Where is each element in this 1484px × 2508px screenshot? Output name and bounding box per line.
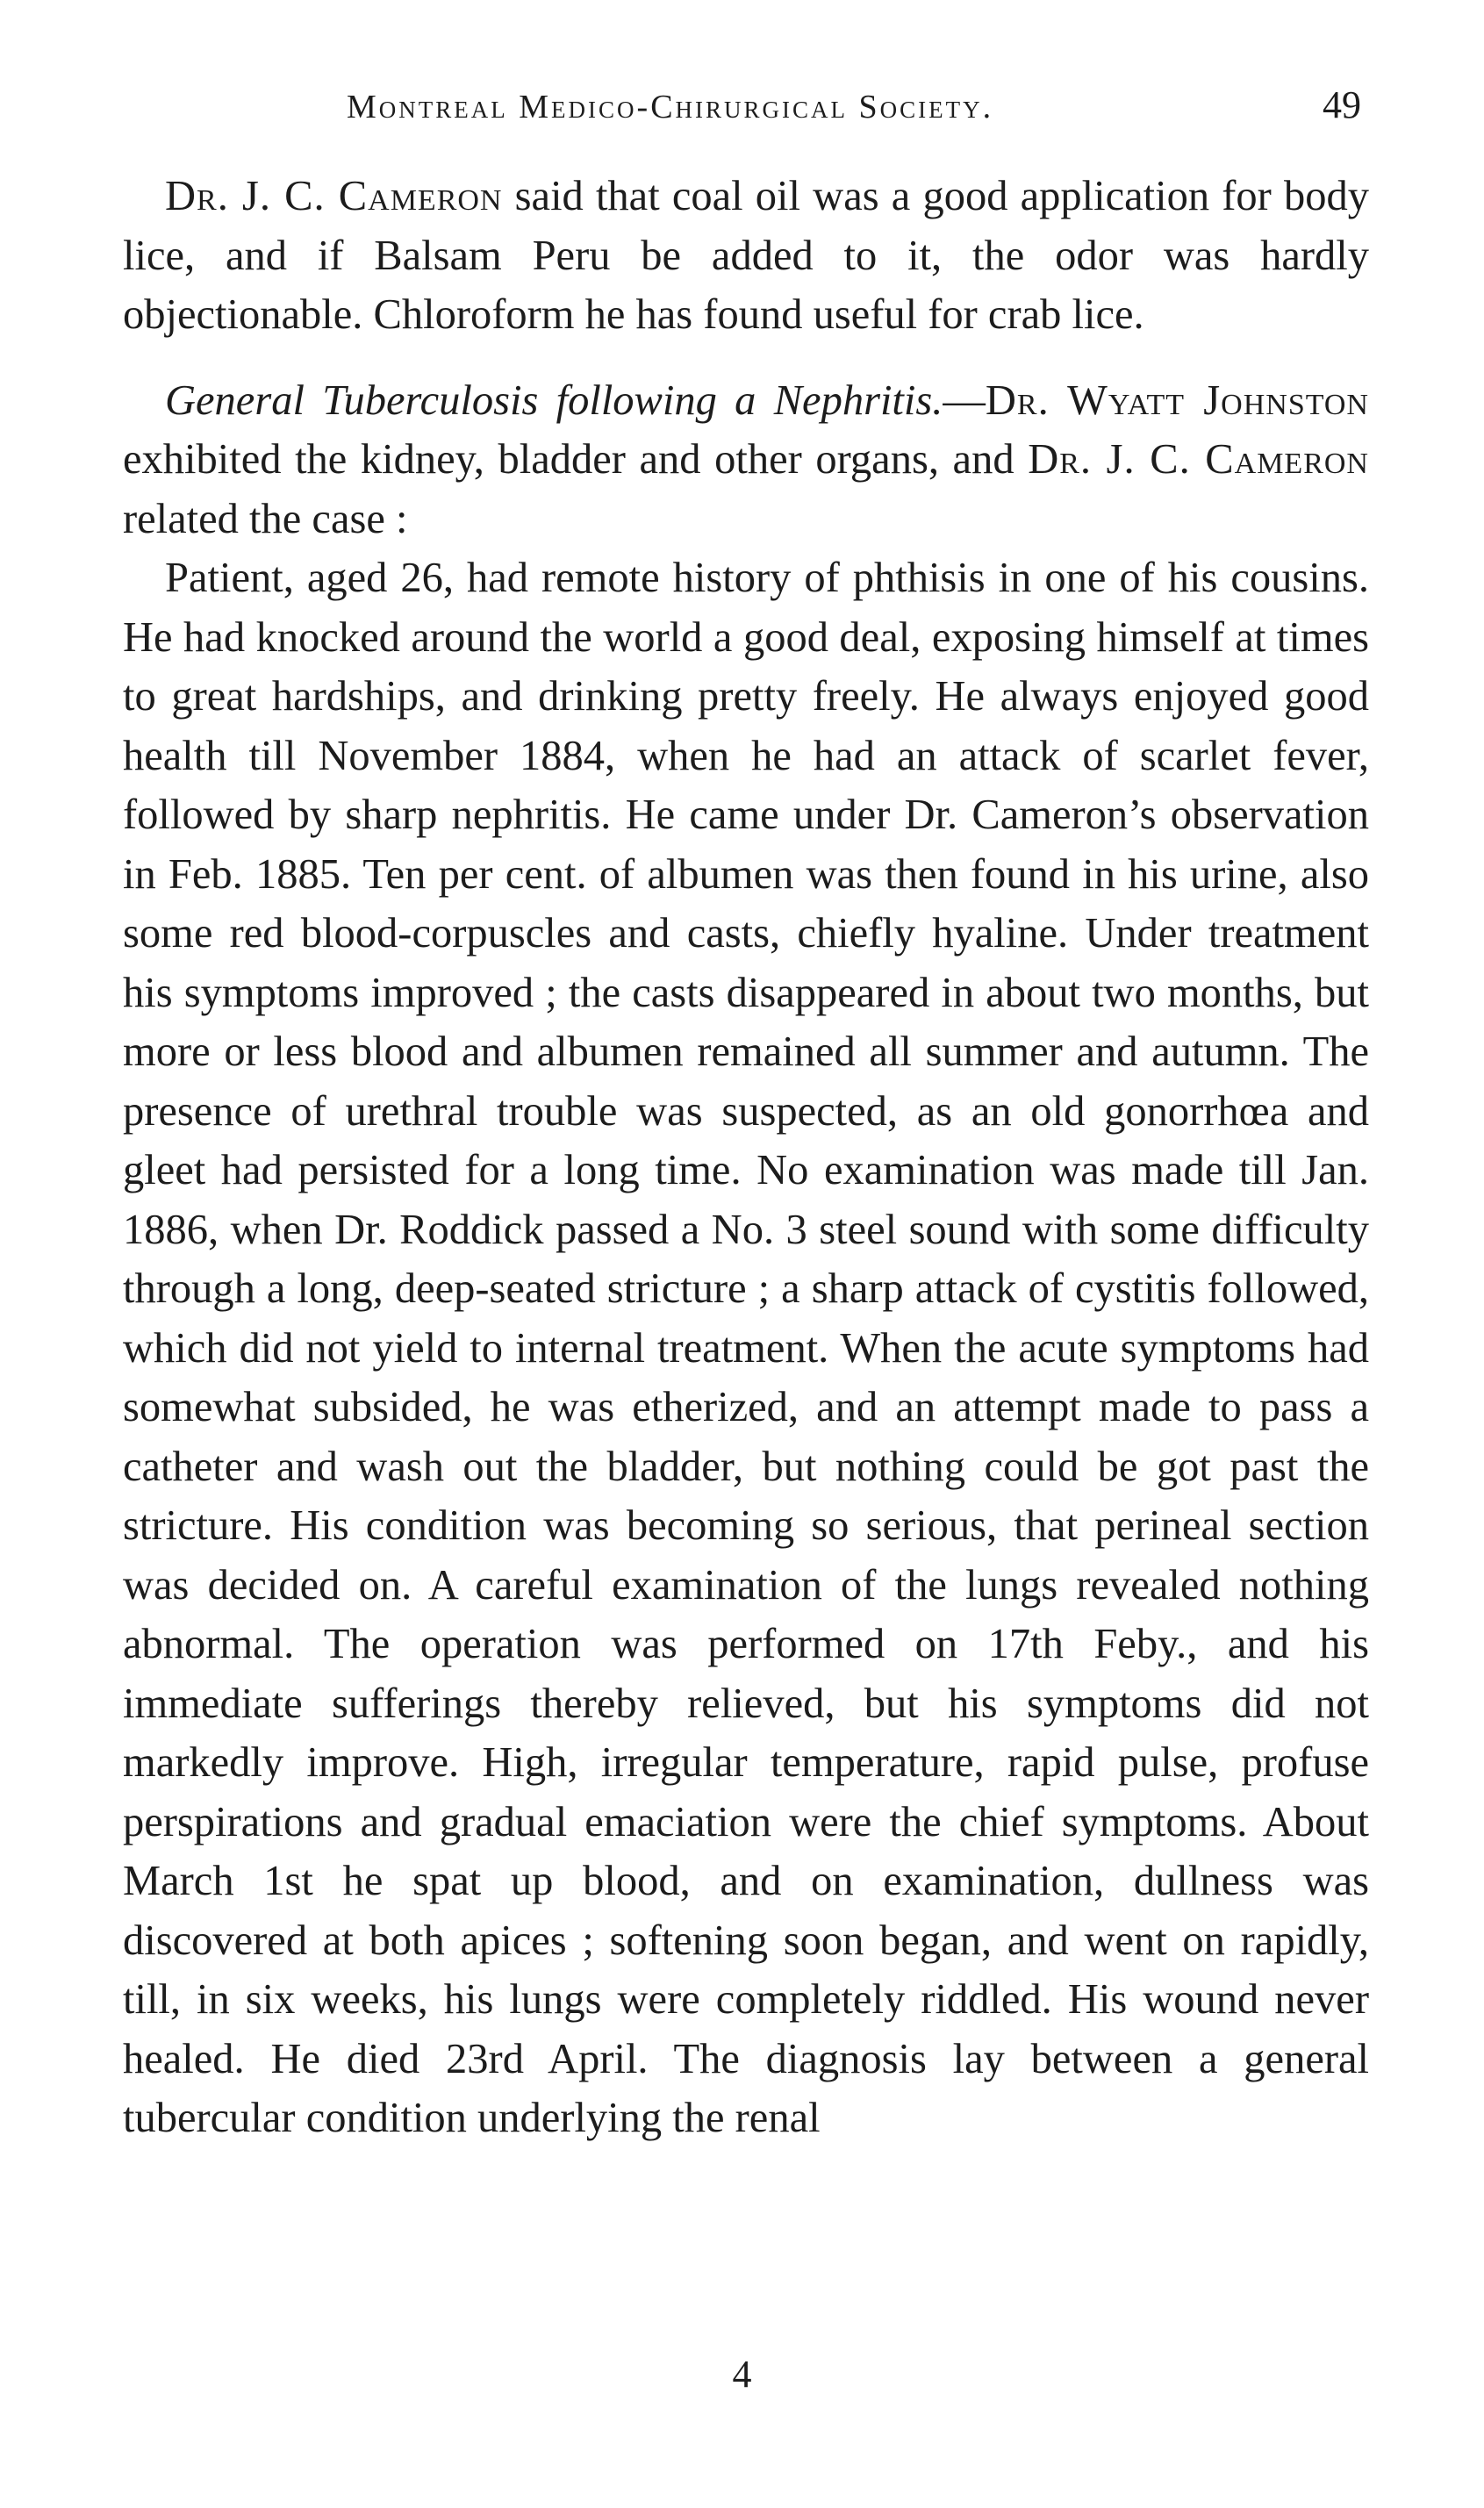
paragraph-text: Patient, aged 26, had remote history of phthisis in one of his cousins. He had knocked around the world a good deal, exposing himself at times to great hardships, and drinking pretty freely. He always enjoyed good health till November 1884, when he had an attack of scarlet fever, followed by sharp nephritis. He came under Dr. Cameron’s observation in Feb. 1885. Ten per cent. of albumen was then found in his urine, also some red blood-corpuscles and casts, chiefly hyaline. Under treatment his symptoms improved ; the casts disappeared in about two months, but more or less blood and albumen remained all summer and autumn. The presence of urethral trouble was suspected, as an old gonorrhœa and gleet had persisted for a long time. No examination was made till Jan. 1886, when Dr. Roddick passed a No. 3 steel sound with some difficulty through a long, deep-seated stricture ; a sharp attack of cystitis followed, which did not yield to internal treatment. When the acute symptoms had somewhat subsided, he was etherized, and an attempt made to pass a catheter and wash out the bladder, but nothing could be got past the stricture. His condition was becoming so serious, that perineal section was decided on. A careful examination of the lungs revealed nothing abnormal. The operation was performed on 17th Feby., and his immediate sufferings thereby relieved, but his symptoms did not markedly improve. High, irregular temperature, rapid pulse, profuse perspirations and gradual emaciation were the chief symptoms. About March 1st he spat up blood, and on examination, dullness was discovered at both apices ; softening soon began, and went on rapidly, till, in six weeks, his lungs were completely riddled. His wound never healed. He died 23rd April. The diagnosis lay between a general tubercular condition underlying the renal [123,555,1369,2141]
em-dash: — [943,376,986,424]
page-number: 49 [1323,83,1361,126]
section-heading: General Tuberculosis following a Nephritis. [165,376,943,424]
paragraph-text: related the case : [123,495,408,542]
paragraph-coal-oil [123,167,1369,345]
paragraph-text: exhibited the kidney, bladder and other organs, and [123,436,1029,483]
paragraph-text: said that coal oil was a good application for body lice, and if Balsam Peru be added to it, the odor was hardly objectionable. Chloroform he has found useful for crab lice. [123,173,1369,338]
page-header [123,77,1361,139]
speaker-name: Dr. J. C. Cameron [165,173,503,219]
paragraph-case-history [123,548,1369,2148]
body-text [123,167,1369,2148]
speaker-name: Dr. J. C. Cameron [1028,436,1369,483]
signature-mark: 4 [732,2353,752,2396]
speaker-name: Dr. Wyatt Johnston [985,376,1369,424]
paragraph-case-intro [123,371,1369,549]
running-head: Montreal Medico-Chirurgical Society. [347,89,994,125]
